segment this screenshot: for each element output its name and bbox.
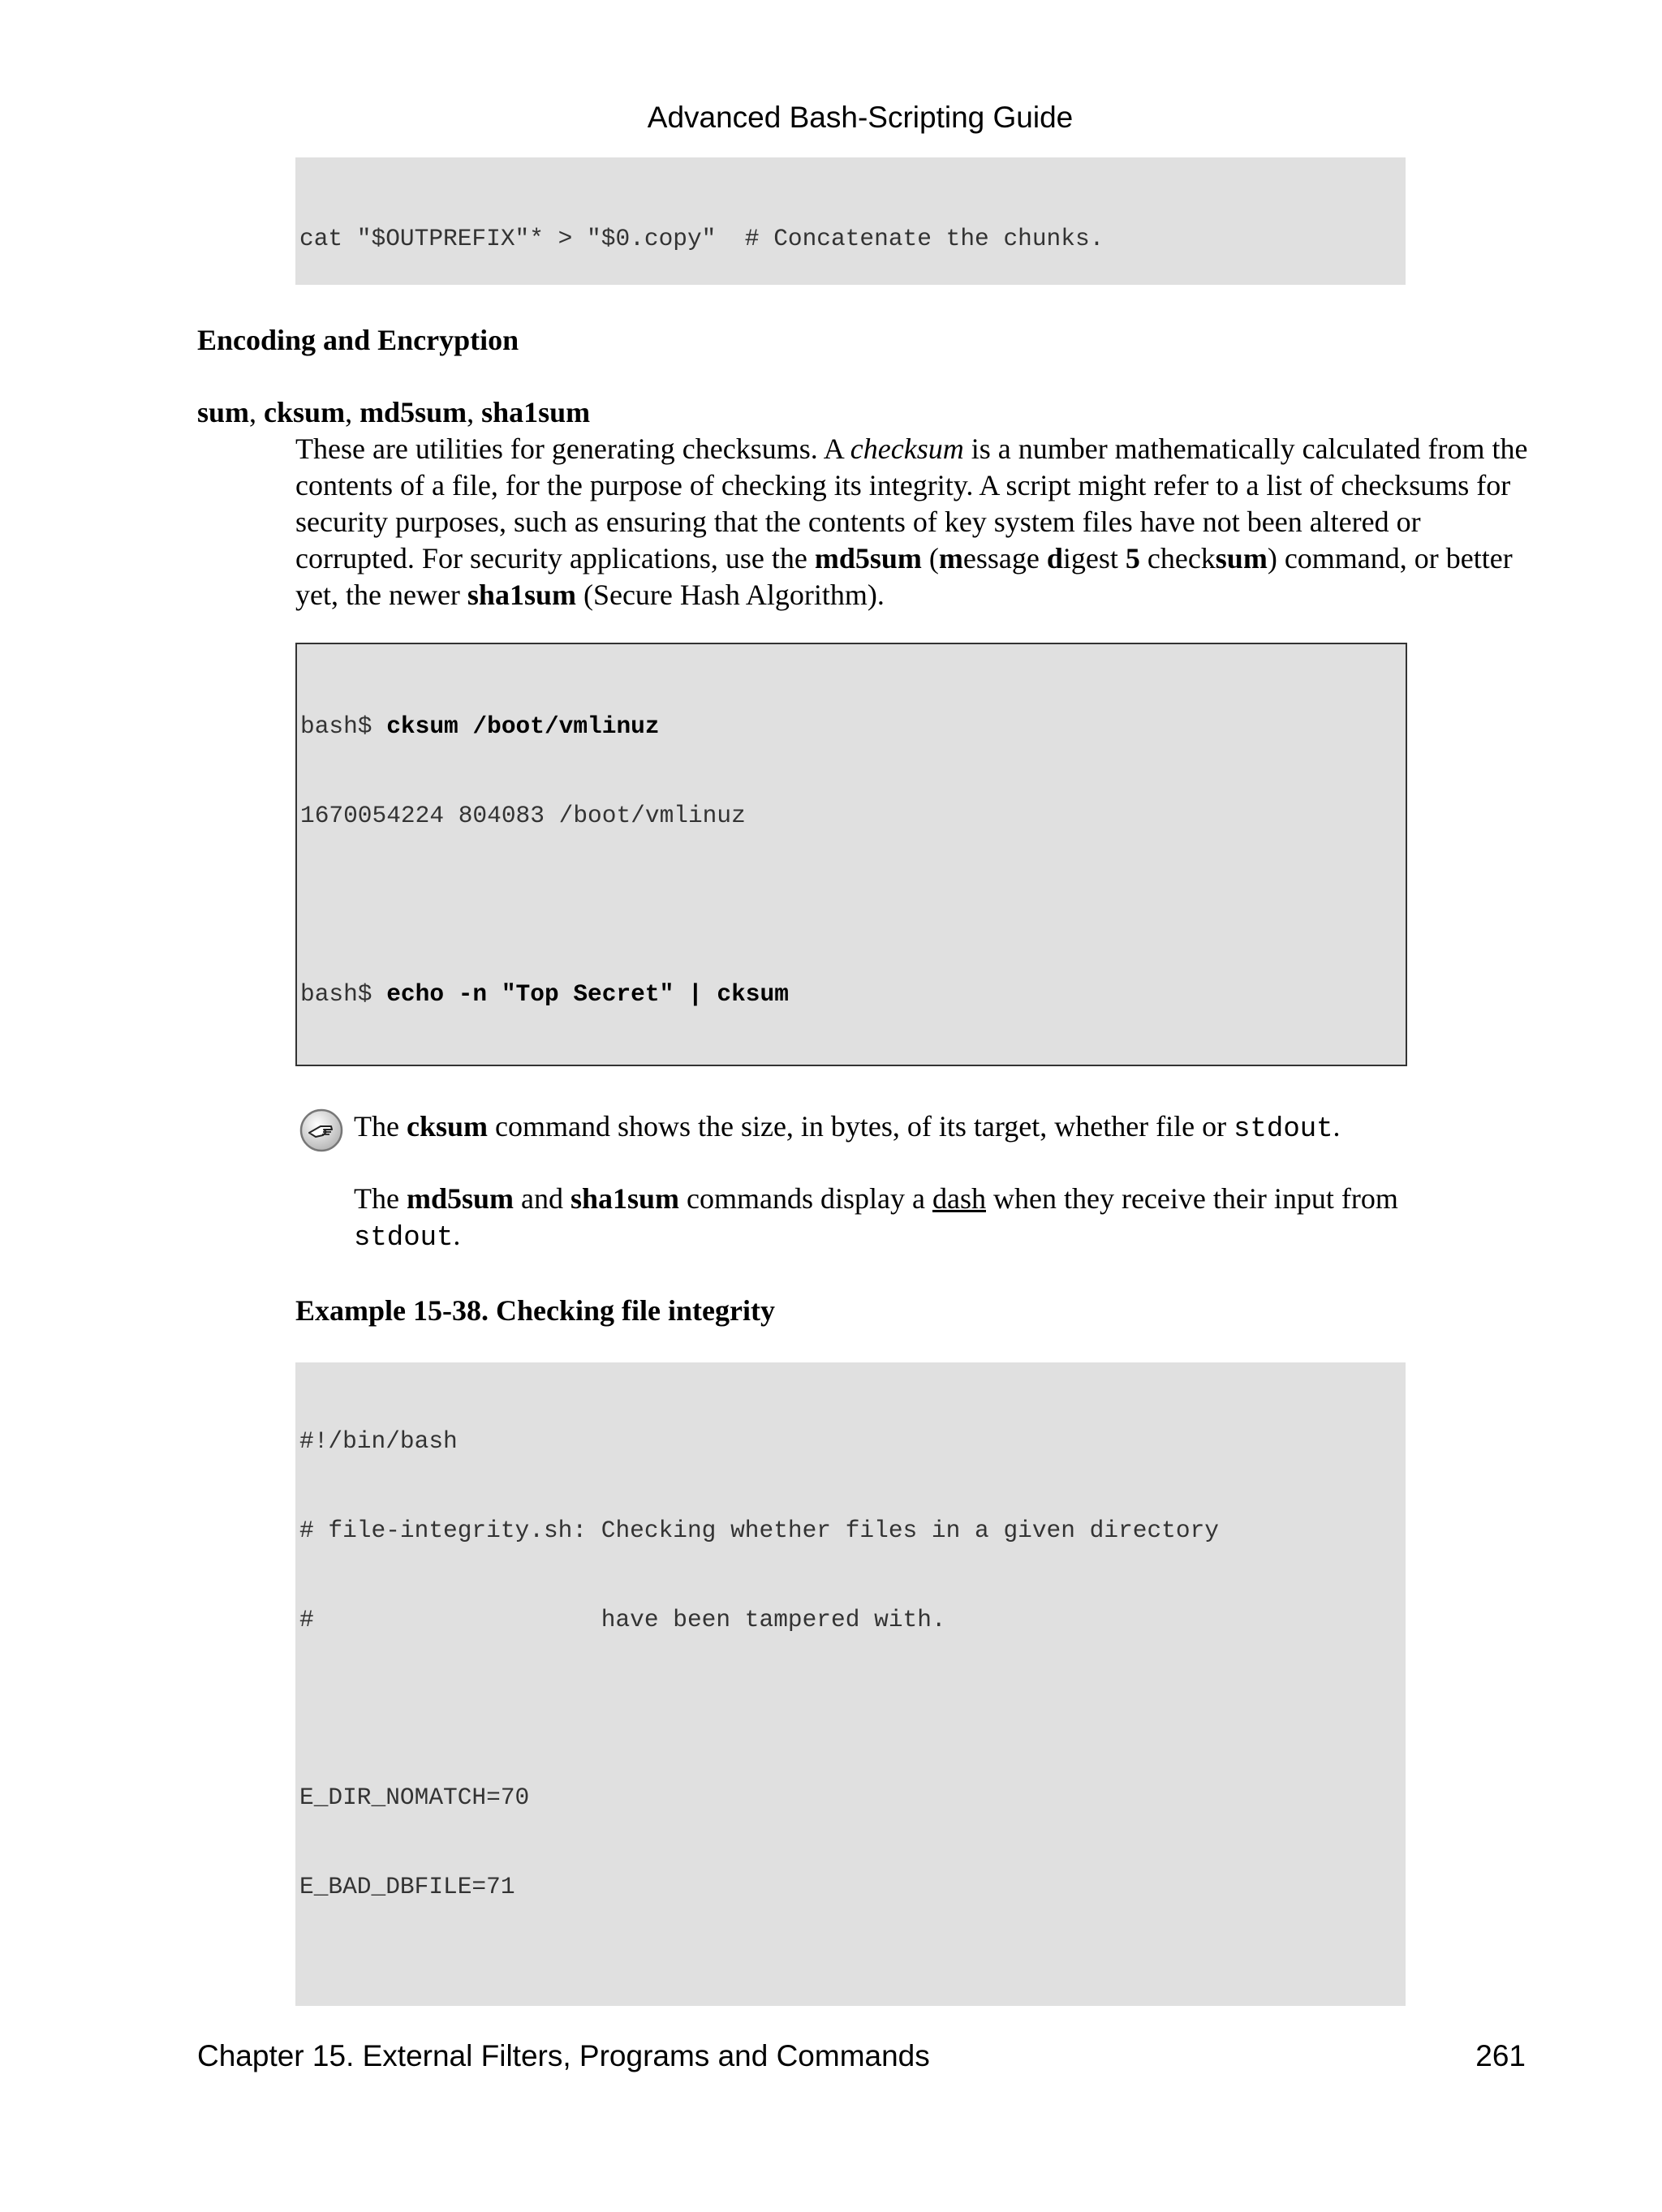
example-code-block bbox=[295, 1362, 1406, 2006]
code-line: E_BAD_DBFILE=71 bbox=[299, 1873, 515, 1901]
text: check bbox=[1139, 542, 1216, 575]
stdout-literal: stdout bbox=[1234, 1114, 1333, 1145]
code-line bbox=[300, 712, 1406, 742]
description-paragraph bbox=[295, 431, 1537, 613]
code-line: # file-integrity.sh: Checking whether files in a given directory bbox=[299, 1516, 1219, 1544]
text: . bbox=[1333, 1110, 1341, 1143]
code-line: E_DIR_NOMATCH=70 bbox=[299, 1784, 530, 1812]
command: cksum /boot/vmlinuz bbox=[386, 712, 660, 741]
terminal-example-block bbox=[295, 643, 1407, 1066]
text: ( bbox=[921, 542, 939, 575]
code-line bbox=[300, 979, 1406, 1009]
term-list bbox=[197, 394, 590, 430]
code-line: 1670054224 804083 /boot/vmlinuz bbox=[300, 801, 746, 829]
text: is a number mathematically calculated from the contents of a file, for the purpose of checking its integrity. A script might refer to a list of checksums for security purposes, such as ensuring that the contents of key system files have not been altered or corrupted. For security applications, use the bbox=[295, 433, 1528, 575]
text: . bbox=[453, 1219, 461, 1251]
prompt: bash$ bbox=[300, 979, 387, 1008]
term-separator: , bbox=[345, 396, 360, 428]
term-separator: , bbox=[249, 396, 265, 428]
code-line bbox=[299, 1694, 1406, 1724]
stdout-literal: stdout bbox=[354, 1223, 454, 1254]
code-block-continuation bbox=[295, 157, 1406, 285]
example-title: Example 15-38. Checking file integrity bbox=[295, 1294, 775, 1327]
text: when they receive their input from bbox=[986, 1182, 1398, 1215]
text-bold: 5 bbox=[1125, 542, 1140, 575]
text: and bbox=[514, 1182, 571, 1215]
footer-chapter: Chapter 15. External Filters, Programs and Commands bbox=[197, 2039, 930, 2072]
text: These are utilities for generating checksums. A bbox=[295, 433, 850, 465]
footer-page-number: 261 bbox=[1475, 2039, 1526, 2072]
text: The bbox=[354, 1110, 407, 1143]
text: commands display a bbox=[679, 1182, 932, 1215]
term-sum: sum bbox=[197, 396, 250, 428]
code-line: #!/bin/bash bbox=[299, 1427, 458, 1456]
text: igest bbox=[1062, 542, 1126, 575]
checksum-emphasis: checksum bbox=[850, 433, 964, 465]
text: command shows the size, in bytes, of its target, whether file or bbox=[488, 1110, 1234, 1143]
text-bold: d bbox=[1046, 542, 1063, 575]
sha1sum-term: sha1sum bbox=[467, 579, 576, 611]
dash-link[interactable]: dash bbox=[932, 1182, 986, 1215]
note-hand-icon bbox=[299, 1108, 344, 1153]
code-line bbox=[299, 1961, 1406, 1991]
term-cksum: cksum bbox=[264, 396, 346, 428]
code-line: cat "$OUTPREFIX"* > "$0.copy" # Concatenate the chunks. bbox=[299, 225, 1104, 253]
cksum-term: cksum bbox=[406, 1110, 488, 1143]
text: (Secure Hash Algorithm). bbox=[575, 579, 885, 611]
code-line bbox=[300, 890, 1406, 920]
sha1sum-term: sha1sum bbox=[570, 1182, 680, 1215]
text: The bbox=[354, 1182, 407, 1215]
section-heading: Encoding and Encryption bbox=[197, 324, 519, 356]
md5sum-term: md5sum bbox=[814, 542, 922, 575]
term-md5sum: md5sum bbox=[360, 396, 467, 428]
note-paragraph-2 bbox=[354, 1181, 1401, 1257]
text: ) command, or better yet, the newer bbox=[295, 542, 1513, 611]
text-bold: m bbox=[938, 542, 963, 575]
prompt: bash$ bbox=[300, 712, 387, 741]
term-sha1sum: sha1sum bbox=[481, 396, 591, 428]
page-header: Advanced Bash-Scripting Guide bbox=[647, 101, 1074, 134]
text-bold: sum bbox=[1215, 542, 1268, 575]
md5sum-term: md5sum bbox=[406, 1182, 514, 1215]
code-line: # have been tampered with. bbox=[299, 1605, 946, 1633]
note-paragraph-1 bbox=[354, 1108, 1401, 1148]
text: essage bbox=[962, 542, 1047, 575]
command: echo -n "Top Secret" | cksum bbox=[386, 979, 789, 1008]
term-separator: , bbox=[467, 396, 482, 428]
